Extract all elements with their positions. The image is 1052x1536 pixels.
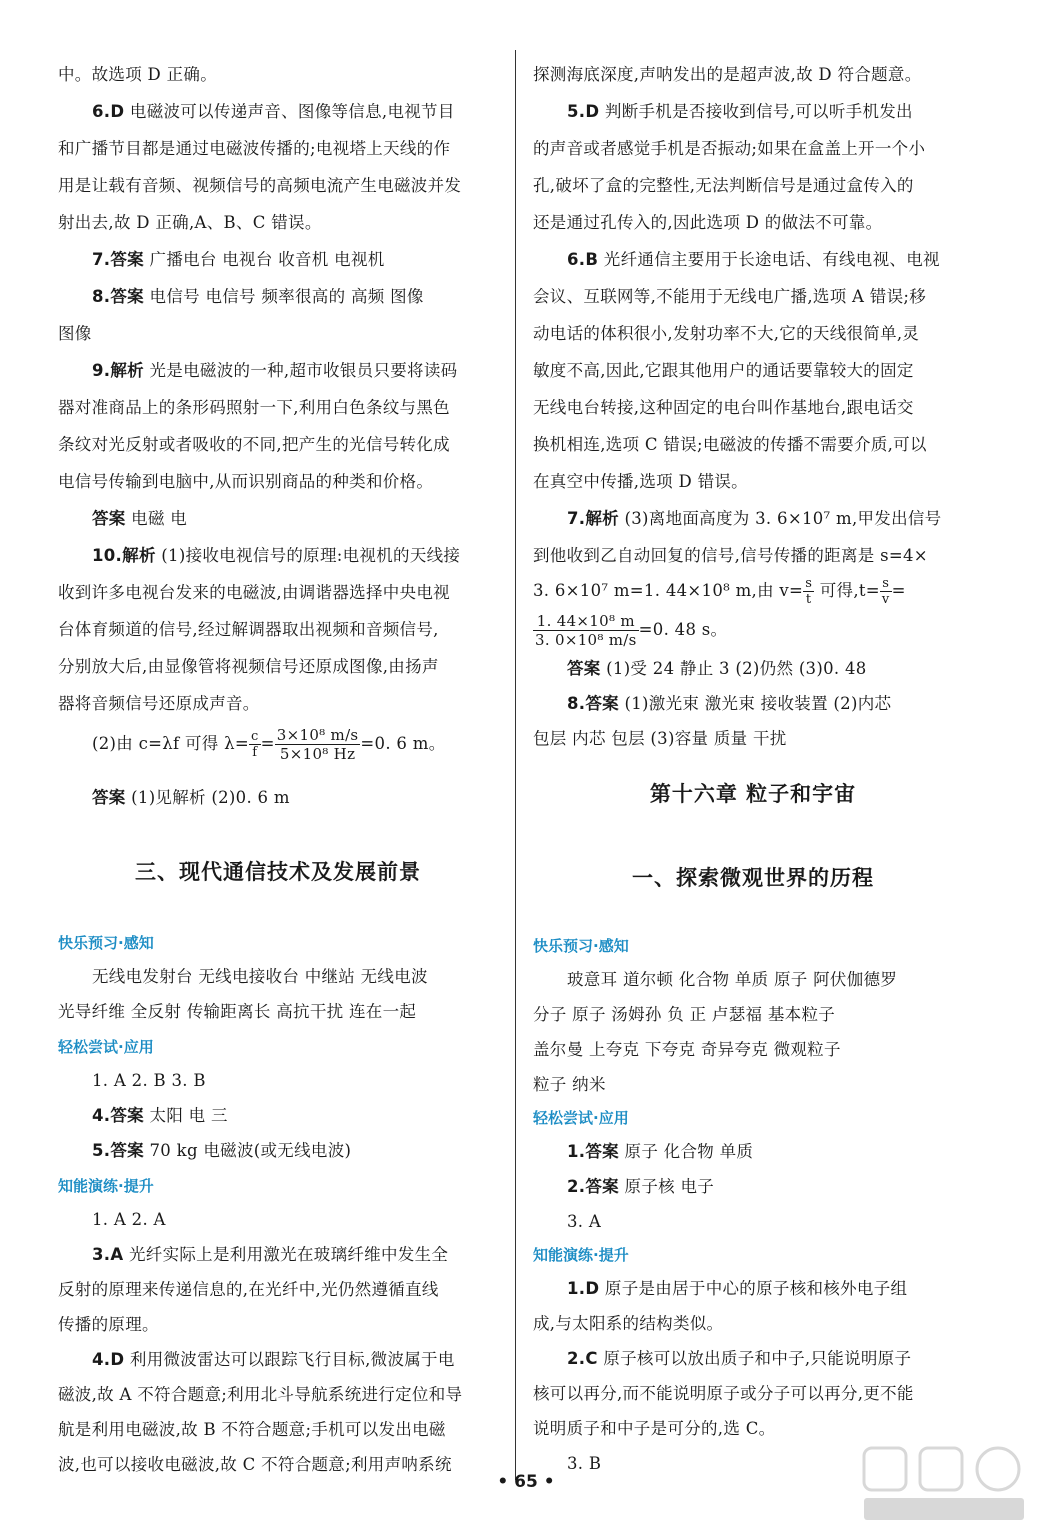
- answer-7r: 7.解析 (3)离地面高度为 3. 6×10⁷ m,甲发出信号: [567, 509, 942, 528]
- text-line: 3. A: [567, 1212, 602, 1231]
- text-line: 器将音频信号还原成声音。: [58, 694, 260, 713]
- text-line: 敏度不高,因此,它跟其他用户的通话要靠较大的固定: [533, 361, 914, 380]
- text-line: 3. B: [567, 1454, 602, 1473]
- text-line: 玻意耳 道尔顿 化合物 单质 原子 阿伏伽德罗: [567, 970, 898, 989]
- text-line: 孔,破坏了盒的完整性,无法判断信号是通过盒传入的: [533, 176, 914, 195]
- answer-7: 7.答案 广播电台 电视台 收音机 电视机: [92, 250, 385, 269]
- answer-10: 10.解析 (1)接收电视信号的原理:电视机的天线接: [92, 546, 461, 565]
- text-line: 说明质子和中子是可分的,选 C。: [533, 1419, 776, 1438]
- formula-line: 3. 6×10⁷ m=1. 44×10⁸ m,由 v= $\frac{s}{t}$ 可得,t= $\frac{s}{v}$ =: [533, 576, 906, 607]
- text-line: 到他收到乙自动回复的信号,信号传播的距离是 s=4×: [533, 546, 928, 565]
- answer-8: 8.答案 电信号 电信号 频率很高的 高频 图像: [92, 287, 424, 306]
- text-line: 航是利用电磁波,故 B 不符合题意;手机可以发出电磁: [58, 1420, 446, 1439]
- chapter-title: 第十六章 粒子和宇宙: [649, 782, 857, 806]
- text-line: 还是通过孔传入的,因此选项 D 的做法不可靠。: [533, 213, 883, 232]
- text-line: 反射的原理来传递信息的,在光纤中,光仍然遵循直线: [58, 1280, 439, 1299]
- subheading-extend: 知能演练·提升: [58, 1177, 154, 1195]
- text-line: 条纹对光反射或者吸收的不同,把产生的光信号转化成: [58, 435, 450, 454]
- answer-8r: 8.答案 (1)激光束 激光束 接收装置 (2)内芯: [567, 694, 892, 713]
- text-line: 无线电发射台 无线电接收台 中继站 无线电波: [92, 967, 428, 986]
- text-line: 盖尔曼 上夸克 下夸克 奇异夸克 微观粒子: [533, 1040, 841, 1059]
- answer-6: 6.D 电磁波可以传递声音、图像等信息,电视节目: [92, 102, 455, 121]
- text-line: 1. A 2. B 3. B: [92, 1071, 206, 1090]
- text-line: 核可以再分,而不能说明原子或分子可以再分,更不能: [533, 1384, 914, 1403]
- answer-2r: 2.答案 原子核 电子: [567, 1177, 715, 1196]
- text-line: 粒子 纳米: [533, 1075, 606, 1094]
- column-divider: [515, 50, 516, 1480]
- text-line: 在真空中传播,选项 D 错误。: [533, 472, 748, 491]
- text-line: 电信号传输到电脑中,从而识别商品的种类和价格。: [58, 472, 434, 491]
- answer-6r: 6.B 光纤通信主要用于长途电话、有线电视、电视: [567, 250, 940, 269]
- text-line: 成,与太阳系的结构类似。: [533, 1314, 724, 1333]
- text-line: 包层 内芯 包层 (3)容量 质量 干扰: [533, 729, 787, 748]
- answer-3: 3.A 光纤实际上是利用激光在玻璃纤维中发生全: [92, 1245, 449, 1264]
- subheading-try: 轻松尝试·应用: [58, 1038, 154, 1056]
- subheading-preview: 快乐预习·感知: [58, 934, 154, 952]
- answer-2re: 2.C 原子核可以放出质子和中子,只能说明原子: [567, 1349, 912, 1368]
- text-line: 传播的原理。: [58, 1315, 159, 1334]
- answer-4b: 4.D 利用微波雷达可以跟踪飞行目标,微波属于电: [92, 1350, 455, 1369]
- subheading-extend: 知能演练·提升: [533, 1246, 629, 1264]
- answer-1r: 1.答案 原子 化合物 单质: [567, 1142, 754, 1161]
- text-line: 无线电台转接,这种固定的电台叫作基地台,跟电话交: [533, 398, 914, 417]
- text-line: 光导纤维 全反射 传输距离长 高抗干扰 连在一起: [58, 1002, 417, 1021]
- text-line: 台体育频道的信号,经过解调器取出视频和音频信号,: [58, 620, 439, 639]
- text-line: 换机相连,选项 C 错误;电磁波的传播不需要介质,可以: [533, 435, 927, 454]
- answer-7r-ans: 答案 (1)受 24 静止 3 (2)仍然 (3)0. 48: [567, 659, 867, 678]
- text-line: 分别放大后,由显像管将视频信号还原成图像,由扬声: [58, 657, 439, 676]
- watermark-logo: [860, 1444, 1030, 1524]
- text-line: 的声音或者感觉手机是否振动;如果在盒盖上开一个小: [533, 139, 926, 158]
- subheading-preview: 快乐预习·感知: [533, 937, 629, 955]
- text-line: 中。故选项 D 正确。: [58, 65, 218, 84]
- answer-10-ans: 答案 (1)见解析 (2)0. 6 m: [92, 788, 290, 807]
- answer-1re: 1.D 原子是由居于中心的原子核和核外电子组: [567, 1279, 908, 1298]
- formula-line: (2)由 c=λf 可得 λ= $\frac{c}{f}$ = $\frac{\text{3×10⁸ m/s}}{\text{5×10⁸ Hz}}$ =0. 6 m。: [92, 726, 446, 763]
- text-line: 探测海底深度,声呐发出的是超声波,故 D 符合题意。: [533, 65, 922, 84]
- text-line: 分子 原子 汤姆孙 负 正 卢瑟福 基本粒子: [533, 1005, 836, 1024]
- text-line: 收到许多电视台发来的电磁波,由调谐器选择中央电视: [58, 583, 450, 602]
- answer-9: 9.解析 光是电磁波的一种,超市收银员只要将读码: [92, 361, 458, 380]
- text-line: 和广播节目都是通过电磁波传播的;电视塔上天线的作: [58, 139, 451, 158]
- text-line: 图像: [58, 324, 92, 343]
- text-line: 会议、互联网等,不能用于无线电广播,选项 A 错误;移: [533, 287, 927, 306]
- section-title: 三、现代通信技术及发展前景: [135, 860, 421, 884]
- text-line: 1. A 2. A: [92, 1210, 166, 1229]
- formula-line: $\frac{\text{1. 44×10⁸ m}}{\text{3. 0×10⁸ m/s}}$ =0. 48 s。: [535, 612, 728, 649]
- answer-4: 4.答案 太阳 电 三: [92, 1106, 228, 1125]
- answer-5: 5.答案 70 kg 电磁波(或无线电波): [92, 1141, 352, 1160]
- text-line: 磁波,故 A 不符合题意;利用北斗导航系统进行定位和导: [58, 1385, 463, 1404]
- answer-5r: 5.D 判断手机是否接收到信号,可以听手机发出: [567, 102, 913, 121]
- text-line: 射出去,故 D 正确,A、B、C 错误。: [58, 213, 322, 232]
- text-line: 用是让载有音频、视频信号的高频电流产生电磁波并发: [58, 176, 462, 195]
- page-number: • 65 •: [497, 1472, 555, 1492]
- text-line: 器对准商品上的条形码照射一下,利用白色条纹与黑色: [58, 398, 450, 417]
- subheading-try: 轻松尝试·应用: [533, 1109, 629, 1127]
- text-line: 波,也可以接收电磁波,故 C 不符合题意;利用声呐系统: [58, 1455, 452, 1474]
- answer-9-ans: 答案 电磁 电: [92, 509, 188, 528]
- text-line: 动电话的体积很小,发射功率不大,它的天线很简单,灵: [533, 324, 920, 343]
- section-title: 一、探索微观世界的历程: [632, 866, 874, 890]
